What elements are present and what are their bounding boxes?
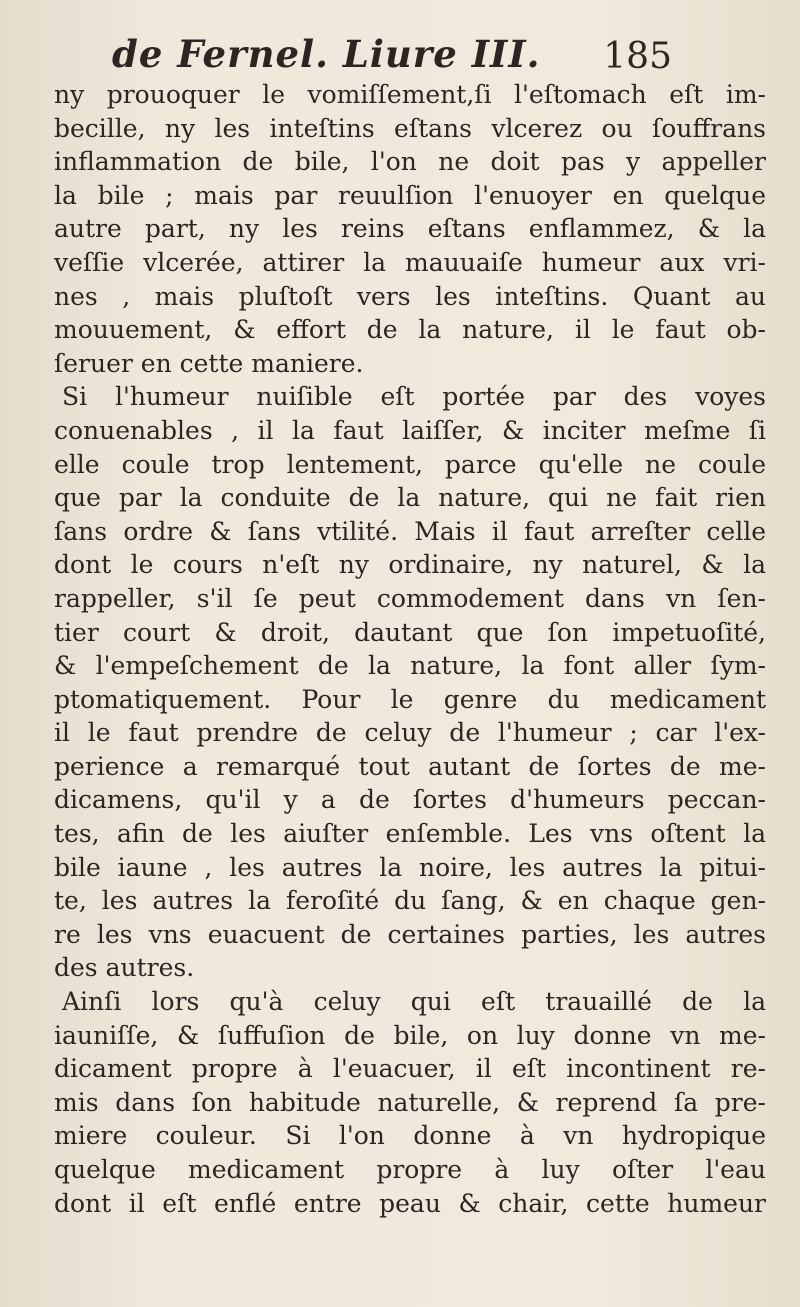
text-line: veſſie vlcerée, attirer la mauuaiſe humeur aux vri- bbox=[54, 247, 766, 277]
text-line: mis dans ſon habitude naturelle, & reprend ſa pre- bbox=[54, 1087, 766, 1117]
running-head: de Fernel. Liure III. bbox=[112, 32, 541, 76]
text-line: dont le cours n'eſt ny ordinaire, ny naturel, & la bbox=[54, 550, 766, 580]
text-line: conuenables , il la faut laiſſer, & inciter meſme ſi bbox=[54, 415, 766, 445]
paragraph-end-line: ſeruer en cette maniere. bbox=[54, 348, 364, 378]
text-line: becille, ny les inteſtins eſtans vlcerez ou ſouffrans bbox=[54, 113, 766, 143]
text-line: re les vns euacuent de certaines parties, les autres bbox=[54, 919, 766, 949]
text-line: elle coule trop lentement, parce qu'elle ne coule bbox=[54, 449, 766, 479]
body-text bbox=[54, 78, 766, 1220]
page-header bbox=[112, 32, 672, 82]
text-line: la bile ; mais par reuulſion l'enuoyer en quelque bbox=[54, 180, 766, 210]
text-line: miere couleur. Si l'on donne à vn hydropique bbox=[54, 1121, 766, 1151]
text-line: mouuement, & effort de la nature, il le faut ob- bbox=[54, 315, 766, 345]
text-line: tes, afin de les aiuſter enſemble. Les vns oſtent la bbox=[54, 819, 766, 849]
paragraph-start-line: Ainſi lors qu'à celuy qui eſt trauaillé de la bbox=[62, 987, 766, 1017]
text-line: dont il eſt enflé entre peau & chair, cette humeur bbox=[54, 1188, 766, 1218]
text-line: autre part, ny les reins eſtans enflammez, & la bbox=[54, 214, 766, 244]
text-line: tier court & droit, dautant que ſon impetuoſité, bbox=[54, 617, 766, 647]
text-line: dicamens, qu'il y a de ſortes d'humeurs peccan- bbox=[54, 785, 766, 815]
page-number: 185 bbox=[603, 36, 672, 77]
paragraph-start-line: Si l'humeur nuiſible eſt portée par des voyes bbox=[62, 382, 766, 412]
paragraph-end-line: des autres. bbox=[54, 953, 195, 983]
text-line: ptomatiquement. Pour le genre du medicament bbox=[54, 684, 766, 714]
text-line: & l'empeſchement de la nature, la font aller ſym- bbox=[54, 651, 766, 681]
text-line: inflammation de bile, l'on ne doit pas y appeller bbox=[54, 147, 766, 177]
text-line: quelque medicament propre à luy oſter l'eau bbox=[54, 1155, 766, 1184]
text-line: ſans ordre & ſans vtilité. Mais il faut arreſter celle bbox=[54, 516, 766, 546]
text-line: te, les autres la feroſité du ſang, & en chaque gen- bbox=[54, 886, 766, 916]
text-line: ny prouoquer le vomiſſement,ſi l'eſtomach eſt im- bbox=[54, 80, 766, 109]
text-line: nes , mais pluſtoſt vers les inteſtins. Quant au bbox=[54, 281, 766, 311]
text-line: bile iaune , les autres la noire, les autres la pitui- bbox=[54, 852, 766, 882]
text-line: que par la conduite de la nature, qui ne fait rien bbox=[54, 483, 766, 513]
text-line: il le faut prendre de celuy de l'humeur ; car l'ex- bbox=[54, 718, 766, 748]
text-line: dicament propre à l'euacuer, il eſt incontinent re- bbox=[54, 1054, 766, 1084]
text-line: perience a remarqué tout autant de ſortes de me- bbox=[54, 751, 766, 781]
text-line: rappeller, s'il ſe peut commodement dans vn ſen- bbox=[54, 583, 766, 613]
text-line: iauniſſe, & ſuffuſion de bile, on luy donne vn me- bbox=[54, 1020, 766, 1050]
